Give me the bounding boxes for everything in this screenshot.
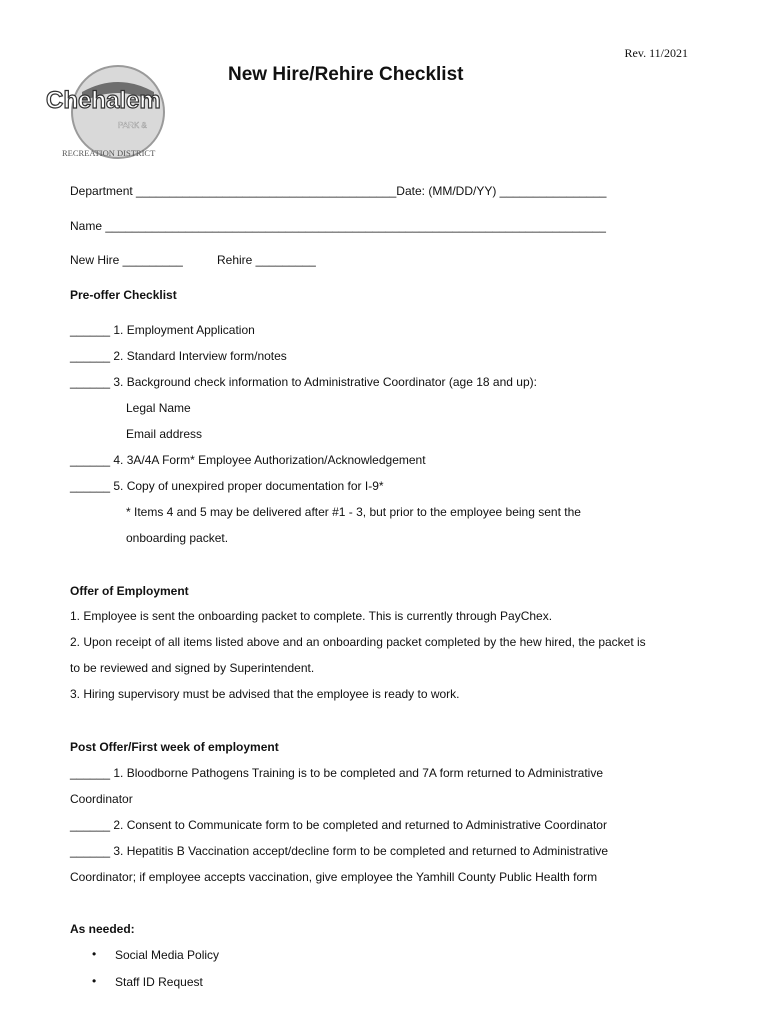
bullet-icon: • (92, 947, 97, 961)
post-offer-line: Coordinator (70, 792, 133, 806)
offer-line: to be reviewed and signed by Superintendent. (70, 661, 315, 675)
post-offer-heading: Post Offer/First week of employment (70, 740, 279, 754)
post-offer-line: ______ 3. Hepatitis B Vaccination accept/decline form to be completed and returned to Administrative (70, 844, 609, 858)
offer-line: 2. Upon receipt of all items listed above and an onboarding packet completed by the hew hired, the packet is (70, 635, 646, 649)
as-needed-item: Staff ID Request (115, 975, 203, 989)
department-date-field: Department _______________________________________Date: (MM/DD/YY) ________________ (70, 184, 607, 198)
pre-offer-note: onboarding packet. (126, 531, 229, 545)
post-offer-line: Coordinator; if employee accepts vaccination, give employee the Yamhill County Public Health form (70, 870, 598, 884)
page-title: New Hire/Rehire Checklist (228, 64, 464, 85)
post-offer-line: ______ 1. Bloodborne Pathogens Training is to be completed and 7A form returned to Administrative (70, 766, 604, 780)
bullet-icon: • (92, 974, 97, 988)
offer-line: 1. Employee is sent the onboarding packet to complete. This is currently through PayChex. (70, 609, 553, 623)
pre-offer-heading: Pre-offer Checklist (70, 288, 177, 302)
post-offer-line: ______ 2. Consent to Communicate form to be completed and returned to Administrative Coordinator (70, 818, 607, 832)
offer-line: 3. Hiring supervisory must be advised that the employee is ready to work. (70, 687, 460, 701)
new-hire-field: New Hire _________ (70, 253, 183, 267)
pre-offer-item: ______ 4. 3A/4A Form* Employee Authorization/Acknowledgement (70, 453, 426, 467)
pre-offer-item: ______ 1. Employment Application (70, 323, 255, 337)
logo-sub2: RECREATION DISTRICT (62, 148, 156, 158)
pre-offer-item: ______ 2. Standard Interview form/notes (70, 349, 287, 363)
pre-offer-item: ______ 3. Background check information to Administrative Coordinator (age 18 and up): (70, 375, 537, 389)
logo-name: Chehalem (46, 87, 161, 114)
pre-offer-note: * Items 4 and 5 may be delivered after #1 - 3, but prior to the employee being sent the (126, 505, 581, 519)
logo-sub1: PARK & (118, 121, 147, 130)
pre-offer-subitem: Email address (126, 427, 203, 441)
pre-offer-item: ______ 5. Copy of unexpired proper documentation for I-9* (70, 479, 384, 493)
name-field: Name ___________________________________________________________________________ (70, 219, 606, 233)
pre-offer-subitem: Legal Name (126, 401, 191, 415)
offer-heading: Offer of Employment (70, 584, 189, 598)
rehire-field: Rehire _________ (217, 253, 316, 267)
as-needed-heading: As needed: (70, 922, 135, 936)
revision-label: Rev. 11/2021 (624, 46, 688, 60)
as-needed-item: Social Media Policy (115, 948, 220, 962)
chehalem-logo (42, 62, 174, 164)
